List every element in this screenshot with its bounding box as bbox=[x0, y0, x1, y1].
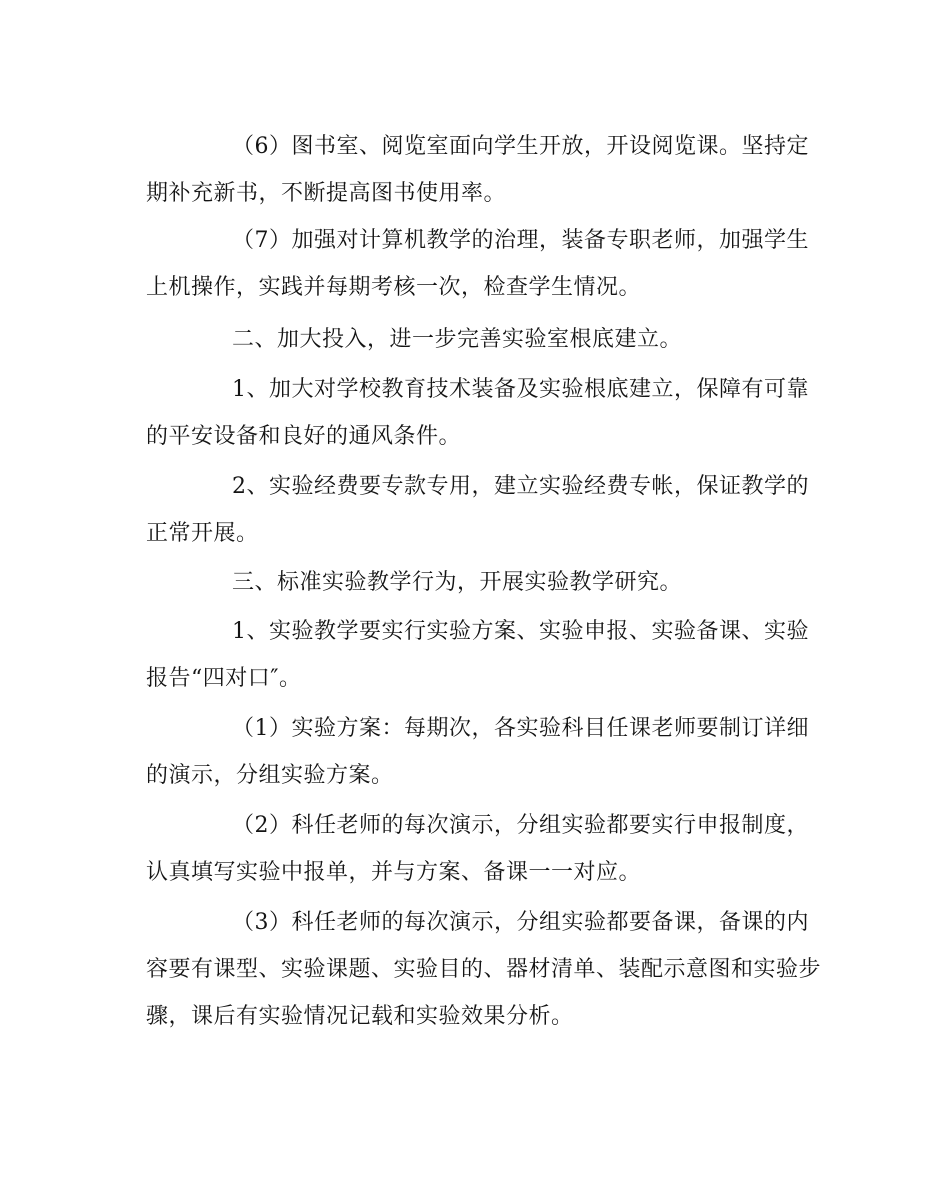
section-heading: 二、加大投入，进一步完善实验室根底建立。 bbox=[232, 327, 683, 352]
paragraph-line: 容要有课型、实验课题、实验目的、器材清单、装配示意图和实验步 bbox=[146, 957, 822, 982]
paragraph-line: 骤，课后有实验情况记载和实验效果分析。 bbox=[146, 1004, 574, 1029]
paragraph-line: 的演示，分组实验方案。 bbox=[146, 763, 394, 788]
paragraph-line: 上机操作，实践并每期考核一次，检查学生情况。 bbox=[146, 275, 642, 300]
paragraph-line: （6）图书室、阅览室面向学生开放，开设阅览课。坚持定 bbox=[232, 134, 809, 159]
paragraph-line: 认真填写实验中报单，并与方案、备课一一对应。 bbox=[146, 860, 642, 885]
paragraph-line: 1、实验教学要实行实验方案、实验申报、实验备课、实验 bbox=[232, 619, 809, 644]
paragraph-line: 1、加大对学校教育技术装备及实验根底建立，保障有可靠 bbox=[232, 377, 809, 402]
paragraph-line: 期补充新书，不断提高图书使用率。 bbox=[146, 181, 507, 206]
paragraph-line: 报告“四对口″。 bbox=[146, 666, 302, 691]
paragraph-line: 2、实验经费要专款专用，建立实验经费专帐，保证教学的 bbox=[232, 474, 809, 499]
paragraph-line: 的平安设备和良好的通风条件。 bbox=[146, 424, 462, 449]
paragraph-line: （3）科任老师的每次演示，分组实验都要备课，备课的内 bbox=[232, 910, 809, 935]
paragraph-line: 正常开展。 bbox=[146, 521, 259, 546]
paragraph-line: （2）科任老师的每次演示，分组实验都要实行申报制度， bbox=[232, 813, 809, 838]
paragraph-line: （7）加强对计算机教学的治理，装备专职老师，加强学生 bbox=[232, 228, 809, 253]
paragraph-line: （1）实验方案：每期次，各实验科目任课老师要制订详细 bbox=[232, 716, 809, 741]
section-heading: 三、标准实验教学行为，开展实验教学研究。 bbox=[232, 570, 683, 595]
